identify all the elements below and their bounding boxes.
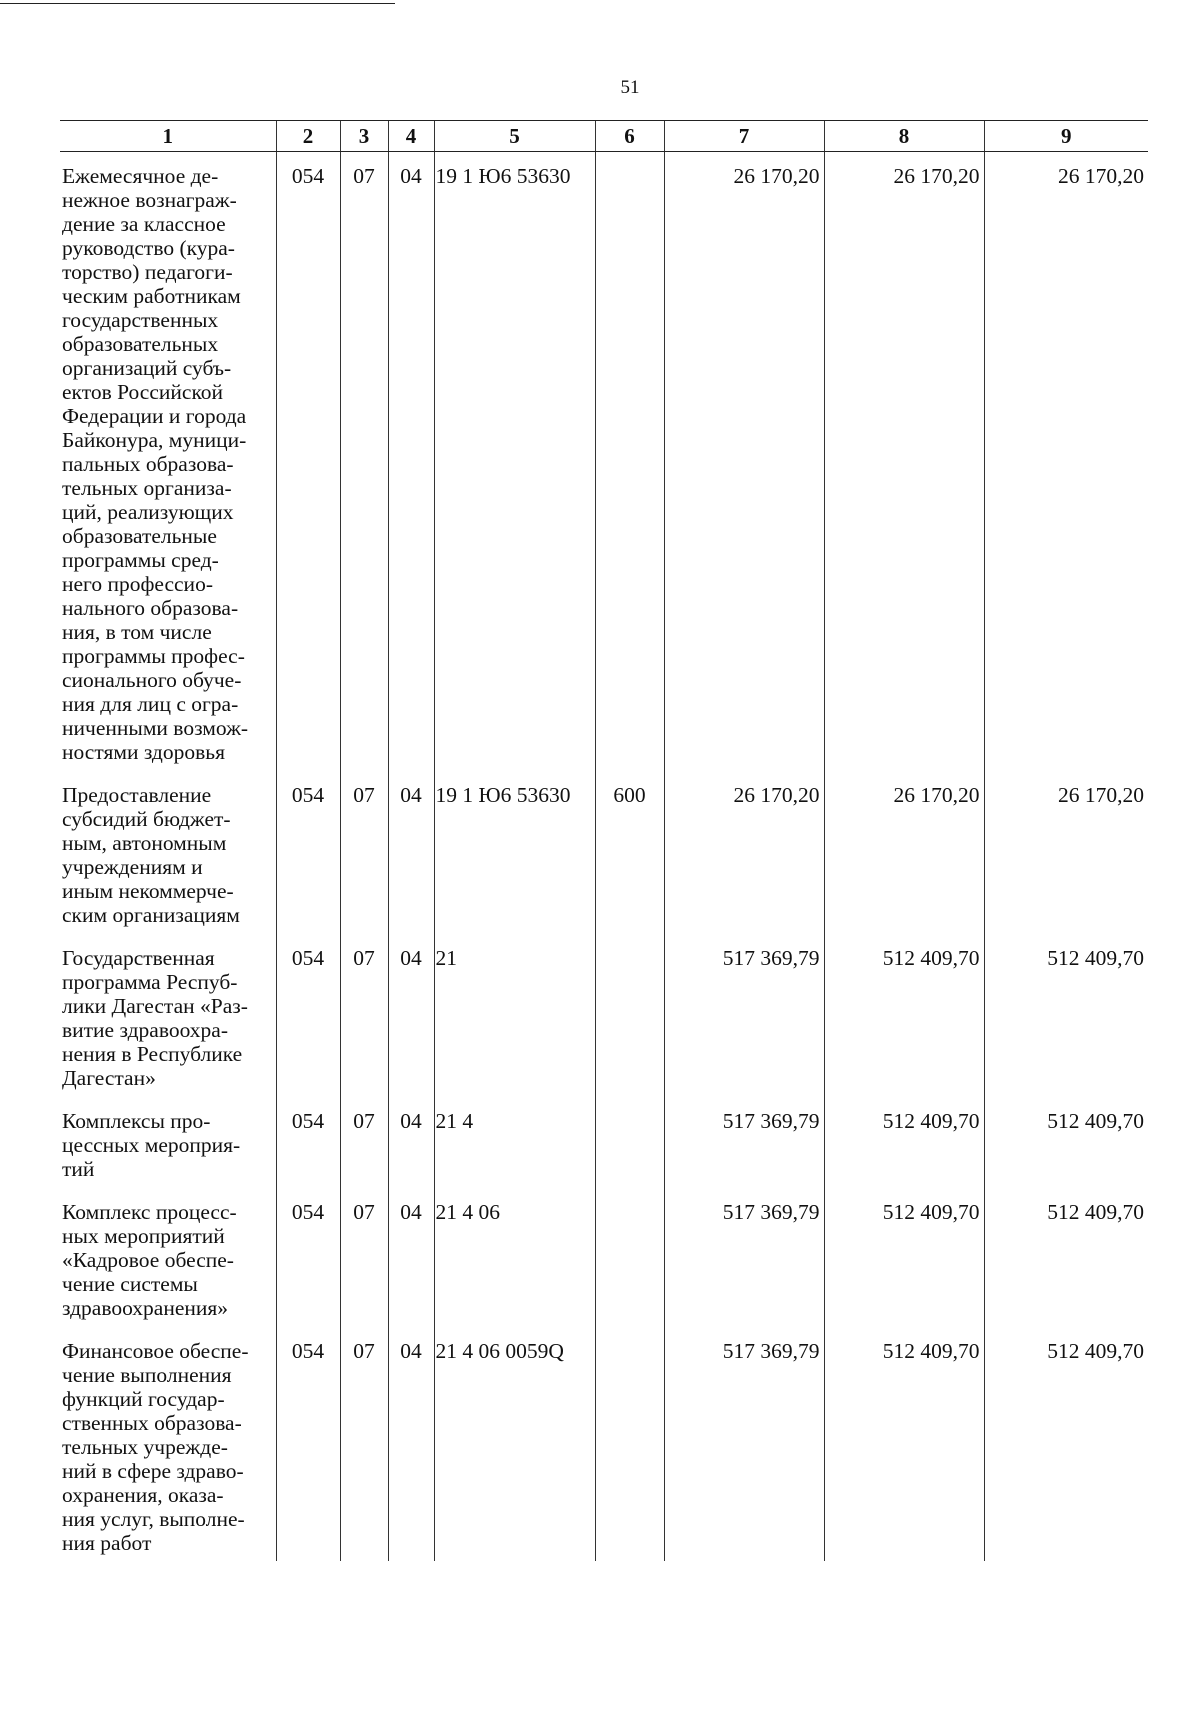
budget-table bbox=[60, 120, 1148, 1561]
amount-col8: 26 170,20 bbox=[824, 783, 984, 946]
amount-col8: 512 409,70 bbox=[824, 1109, 984, 1200]
amount-col7: 26 170,20 bbox=[664, 783, 824, 946]
item-name: Комплекс процесс- ных мероприятий «Кадровое обеспе- чение системы здравоохранения» bbox=[62, 1200, 237, 1320]
amount-col8: 512 409,70 bbox=[824, 946, 984, 1109]
amount-col9: 512 409,70 bbox=[984, 946, 1148, 1109]
header-cell: 3 bbox=[340, 121, 388, 152]
expense-type-code bbox=[595, 1200, 664, 1339]
grbs-code: 054 bbox=[276, 1109, 340, 1200]
header-cell: 7 bbox=[664, 121, 824, 152]
amount-col7: 26 170,20 bbox=[664, 152, 824, 784]
section-code: 07 bbox=[340, 1109, 388, 1200]
amount-col7: 517 369,79 bbox=[664, 1200, 824, 1339]
table-row bbox=[60, 946, 1148, 1109]
section-code: 07 bbox=[340, 1200, 388, 1339]
section-code: 07 bbox=[340, 946, 388, 1109]
item-name: Государственная программа Респуб- лики Дагестан «Раз- витие здравоохра- нения в Республике Дагестан» bbox=[62, 946, 248, 1090]
top-rule bbox=[0, 3, 395, 4]
subsection-code: 04 bbox=[388, 946, 434, 1109]
grbs-code: 054 bbox=[276, 1339, 340, 1561]
amount-col9: 512 409,70 bbox=[984, 1109, 1148, 1200]
table-row bbox=[60, 1109, 1148, 1200]
header-cell: 9 bbox=[984, 121, 1148, 152]
amount-col9: 26 170,20 bbox=[984, 152, 1148, 784]
target-article-code: 21 4 06 0059Q bbox=[434, 1339, 595, 1561]
expense-type-code bbox=[595, 152, 664, 784]
page-number: 51 bbox=[620, 77, 640, 98]
header-cell: 6 bbox=[595, 121, 664, 152]
amount-col8: 512 409,70 bbox=[824, 1200, 984, 1339]
expense-type-code bbox=[595, 946, 664, 1109]
amount-col8: 512 409,70 bbox=[824, 1339, 984, 1561]
target-article-code: 21 4 bbox=[434, 1109, 595, 1200]
expense-type-code: 600 bbox=[595, 783, 664, 946]
subsection-code: 04 bbox=[388, 1109, 434, 1200]
header-cell: 1 bbox=[60, 121, 276, 152]
table-row bbox=[60, 783, 1148, 946]
table-row bbox=[60, 152, 1148, 784]
item-name: Предоставление субсидий бюджет- ным, автономным учреждениям и иным некоммерче- ским организациям bbox=[62, 783, 240, 927]
grbs-code: 054 bbox=[276, 1200, 340, 1339]
target-article-code: 21 bbox=[434, 946, 595, 1109]
grbs-code: 054 bbox=[276, 152, 340, 784]
amount-col9: 512 409,70 bbox=[984, 1200, 1148, 1339]
table-row bbox=[60, 1200, 1148, 1339]
amount-col7: 517 369,79 bbox=[664, 1339, 824, 1561]
amount-col9: 512 409,70 bbox=[984, 1339, 1148, 1561]
grbs-code: 054 bbox=[276, 946, 340, 1109]
grbs-code: 054 bbox=[276, 783, 340, 946]
section-code: 07 bbox=[340, 1339, 388, 1561]
section-code: 07 bbox=[340, 783, 388, 946]
header-cell: 4 bbox=[388, 121, 434, 152]
header-cell: 8 bbox=[824, 121, 984, 152]
amount-col7: 517 369,79 bbox=[664, 946, 824, 1109]
item-name: Комплексы про- цессных мероприя- тий bbox=[62, 1109, 241, 1181]
subsection-code: 04 bbox=[388, 1339, 434, 1561]
subsection-code: 04 bbox=[388, 783, 434, 946]
target-article-code: 19 1 Ю6 53630 bbox=[434, 152, 595, 784]
header-cell: 2 bbox=[276, 121, 340, 152]
target-article-code: 21 4 06 bbox=[434, 1200, 595, 1339]
header-row bbox=[60, 121, 1148, 152]
expense-type-code bbox=[595, 1109, 664, 1200]
item-name: Финансовое обеспе- чение выполнения функций государ- ственных образова- тельных учрежде- ний в сфере здраво- охранения, оказа- ния услуг, выполне- ния работ bbox=[62, 1339, 249, 1555]
subsection-code: 04 bbox=[388, 1200, 434, 1339]
target-article-code: 19 1 Ю6 53630 bbox=[434, 783, 595, 946]
header-cell: 5 bbox=[434, 121, 595, 152]
subsection-code: 04 bbox=[388, 152, 434, 784]
section-code: 07 bbox=[340, 152, 388, 784]
item-name: Ежемесячное де- нежное вознаграж- дение за классное руководство (кура- торство) педагоги- ческим работникам государственных образовательных организаций субъ- ектов Российской Федерации и города Байконура, муници- пальных образова- тельных организа- ций, реализующих образовательные программы сред- него профессио- нального образова- ния, в том числе программы профес- сионального обуче- ния для лиц с огра- ниченными возмож- ностями здоровья bbox=[62, 164, 249, 764]
amount-col8: 26 170,20 bbox=[824, 152, 984, 784]
amount-col7: 517 369,79 bbox=[664, 1109, 824, 1200]
expense-type-code bbox=[595, 1339, 664, 1561]
table-row bbox=[60, 1339, 1148, 1561]
amount-col9: 26 170,20 bbox=[984, 783, 1148, 946]
